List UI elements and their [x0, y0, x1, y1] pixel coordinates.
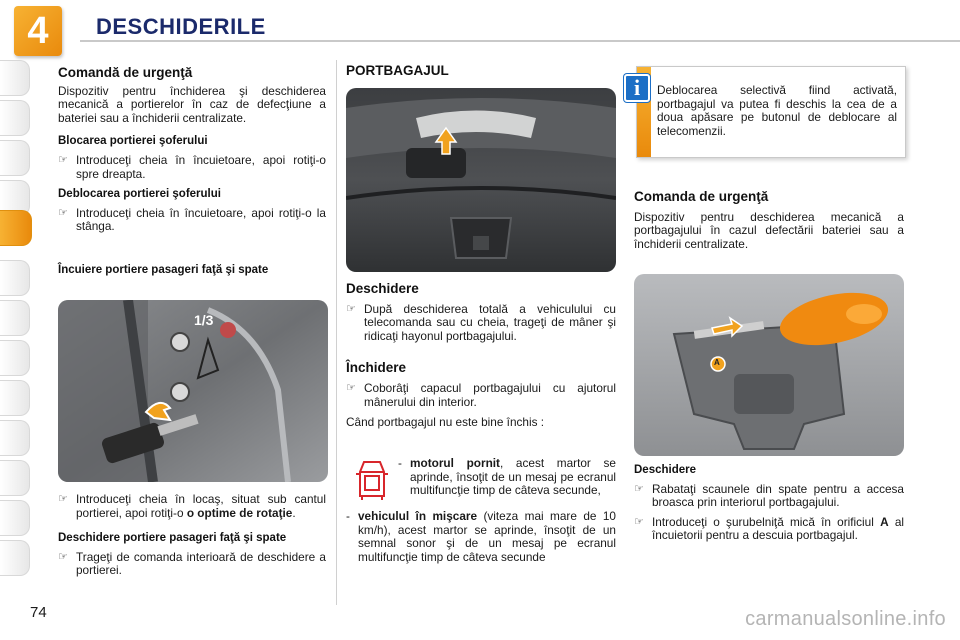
warning-1-dash: - — [398, 456, 402, 470]
warning-2-dash: - — [346, 509, 350, 523]
lock-photo-label: A — [714, 358, 720, 367]
right-column-top — [634, 190, 904, 251]
right-column-bottom — [634, 464, 904, 543]
lock-driver-title: Blocarea portierei şoferului — [58, 135, 208, 148]
info-text: Deblocarea selectivă fiind activată, portbagajul va putea fi deschis la cea de a doua apăsare pe butonul de deblocare al telecomenzii. — [657, 83, 897, 138]
chapter-tabs — [0, 60, 32, 580]
chapter-number-badge: 4 — [14, 6, 62, 56]
door-lock-photo — [58, 300, 328, 482]
boot-close-title: Închidere — [346, 360, 407, 376]
warning-1-bold: motorul pornit — [410, 456, 500, 470]
chapter-tab-6[interactable] — [0, 260, 30, 296]
boot-manual-bullet-1: ☞ Rabataţi scaunele din spate pentru a accesa broasca prin interiorul portbagajului. — [632, 483, 904, 510]
info-icon: i — [624, 74, 650, 102]
chapter-tab-11[interactable] — [0, 460, 30, 496]
boot-emergency-text: Dispozitiv pentru deschiderea mecanică a portbagajului în cazul defectării bateriei sau a închiderii centralizate. — [634, 209, 904, 251]
left-column-bottom — [58, 493, 326, 578]
chapter-tab-12[interactable] — [0, 500, 30, 536]
chapter-tab-1[interactable] — [0, 60, 30, 96]
page-title: DESCHIDERILE — [96, 14, 266, 39]
tailgate-handle-photo — [346, 88, 616, 272]
warning-item-2 — [346, 510, 616, 564]
boot-open-title: Deschidere — [346, 281, 419, 296]
lock-passenger-title: Încuiere portiere pasageri faţă şi spate — [58, 264, 269, 276]
emergency-doors-text: Dispozitiv pentru închiderea şi deschiderea mecanică a portierelor în caz de defecţiune a bateriei sau a închiderii centralizate. — [58, 83, 326, 125]
boot-close-bullet: ☞ Coborâţi capacul portbagajului cu ajutorul mânerului din interior. — [344, 382, 616, 409]
lock-passenger-block — [58, 264, 320, 278]
unlock-driver-title: Deblocarea portierei şoferului — [58, 188, 221, 201]
boot-manual-open-title: Deschidere — [634, 464, 697, 476]
bullet-2-start: Introduceţi o şurubelniţă mică în orificiul — [652, 514, 874, 529]
boot-open-bullet: ☞ După deschiderea totală a vehiculului cu telecomanda sau cu cheia, trageţi de mâner şi ridicaţi hayonul portbagajului. — [344, 303, 616, 344]
watermark: carmanualsonline.info — [745, 608, 946, 630]
chapter-tab-10[interactable] — [0, 420, 30, 456]
chapter-tab-9[interactable] — [0, 380, 30, 416]
page-number: 74 — [30, 604, 47, 621]
chapter-tab-13[interactable] — [0, 540, 30, 576]
boot-emergency-title: Comanda de urgenţă — [634, 189, 769, 204]
insert-key-text: Introduceţi cheia în locaş, situat sub cantul portierei, apoi rotiţi-o — [76, 492, 326, 520]
warning-1-text: , acest martor se aprinde, însoţit de un mesaj pe ecranul multifuncţie timp de câteva secunde, — [410, 456, 616, 498]
emergency-doors-title: Comandă de urgenţă — [58, 65, 193, 80]
boot-section-title: PORTBAGAJUL — [346, 63, 449, 78]
boot-close-note: Când portbagajul nu este bine închis : — [346, 415, 545, 430]
bullet-2-bold: A — [880, 514, 889, 529]
chapter-tab-2[interactable] — [0, 100, 30, 136]
open-passenger-bullet: ☞ Trageţi de comanda interioară de deschidere a portierei. — [56, 551, 326, 578]
insert-key-end: . — [292, 505, 296, 520]
screwdriver-lock-photo — [634, 274, 904, 456]
chapter-tab-8[interactable] — [0, 340, 30, 376]
middle-column-text — [346, 282, 616, 430]
left-column-top — [58, 66, 326, 234]
warning-2-bold: vehiculul în mişcare — [358, 509, 478, 523]
warning-2-text: (viteza mai mare de 10 km/h), acest martor se aprinde, însoţit de un semnal sonor şi de un mesaj pe ecranul multifuncţie timp de câteva secunde — [358, 509, 616, 564]
middle-column-title-block — [346, 64, 616, 78]
chapter-tab-7[interactable] — [0, 300, 30, 336]
chapter-tab-active[interactable] — [0, 210, 32, 246]
lock-driver-bullet: ☞ Introduceţi cheia în încuietoare, apoi rotiţi-o spre dreapta. — [56, 154, 326, 181]
insert-key-bullet — [56, 493, 326, 520]
door-photo-label: 1/3 — [194, 312, 214, 328]
open-passenger-title: Deschidere portiere pasageri faţă şi spate — [58, 532, 287, 545]
boot-manual-bullet-2 — [632, 516, 904, 543]
warning-item-1 — [398, 457, 616, 498]
boot-open-warning-icon — [352, 458, 392, 502]
column-divider — [336, 60, 337, 605]
unlock-driver-bullet: ☞ Introduceţi cheia în încuietoare, apoi rotiţi-o la stânga. — [56, 207, 326, 234]
bullet-2-end: al încuietorii pentru a descuia portbagajul. — [652, 514, 905, 543]
chapter-tab-3[interactable] — [0, 140, 30, 176]
insert-key-bold: o optime de rotaţie — [186, 505, 293, 520]
